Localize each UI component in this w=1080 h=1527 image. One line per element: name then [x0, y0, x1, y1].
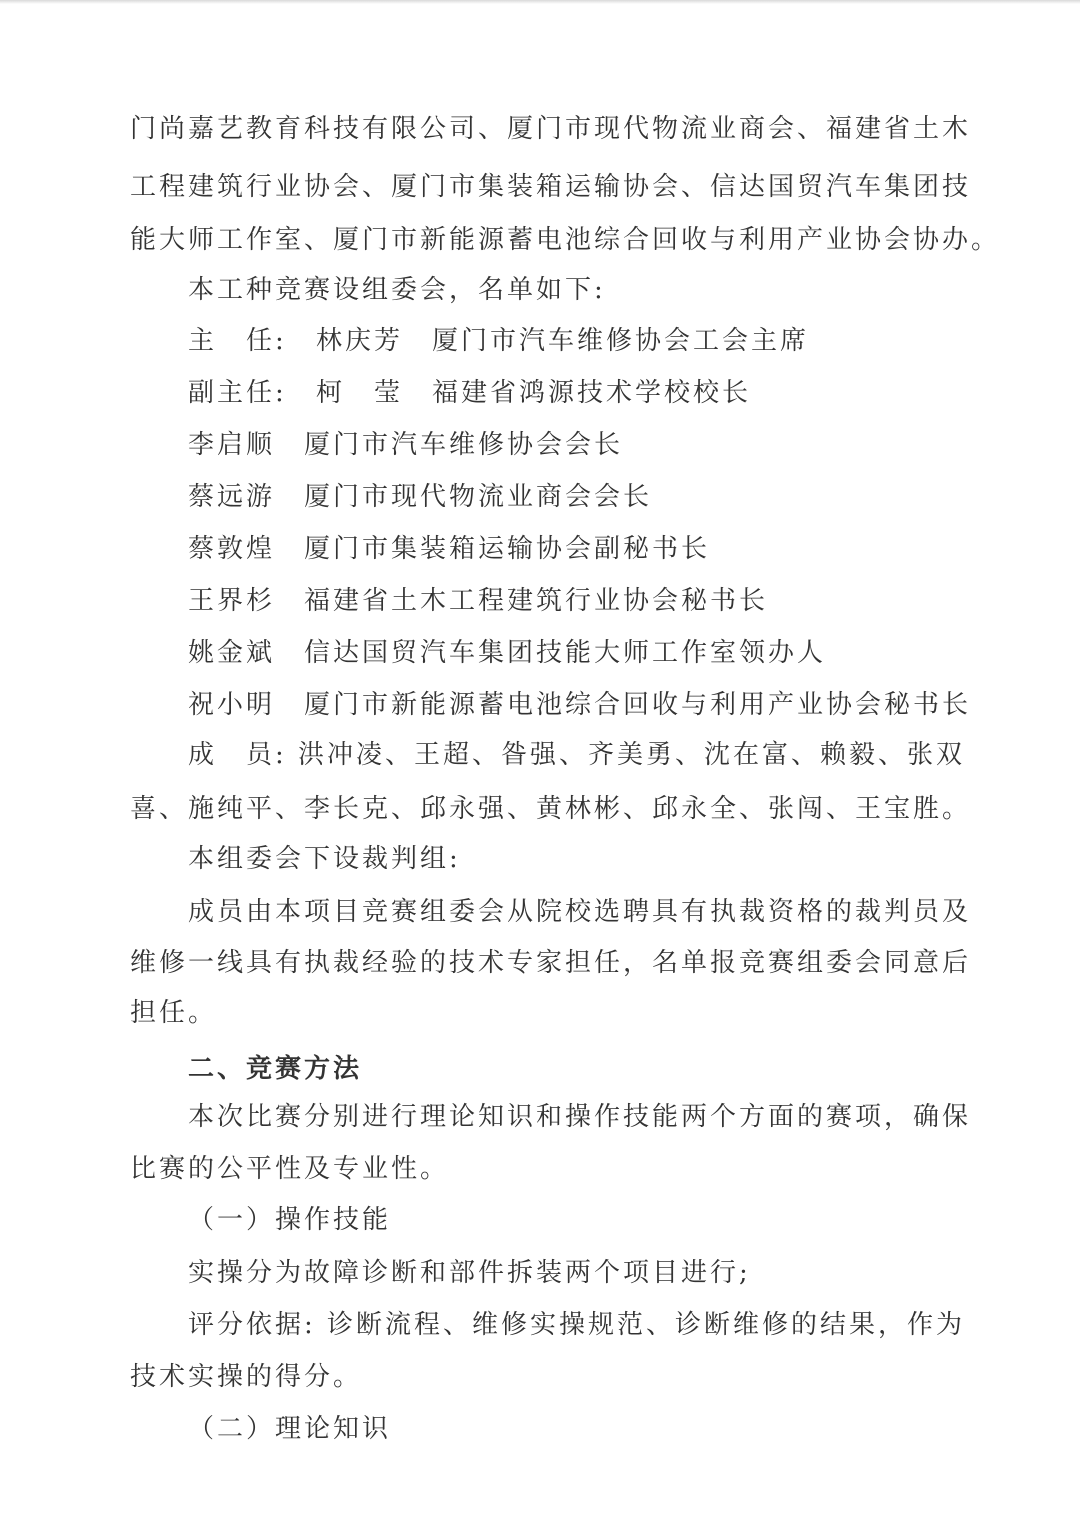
committee-name: 姚金斌 — [188, 638, 276, 668]
subsection-1-line-2: 评分依据: 诊断流程、维修实操规范、诊断维修的结果，作为 — [188, 1310, 966, 1340]
members-line-2: 喜、施纯平、李长克、邱永强、黄林彬、邱永全、张闯、王宝胜。 — [130, 794, 972, 824]
committee-row-director — [188, 324, 809, 358]
committee-intro: 本工种竞赛设组委会，名单如下: — [188, 275, 606, 305]
referee-line-3: 担任。 — [130, 998, 218, 1028]
committee-row-deputy — [188, 376, 751, 410]
committee-row — [188, 688, 971, 722]
committee-row — [188, 480, 652, 514]
committee-row — [188, 532, 710, 566]
committee-role: 信达国贸汽车集团技能大师工作室领办人 — [304, 638, 827, 668]
referee-intro: 本组委会下设裁判组: — [188, 844, 461, 874]
committee-role: 厦门市现代物流业商会会长 — [304, 482, 653, 512]
members-line-1: 成 员: 洪冲凌、王超、昝强、齐美勇、沈在富、赖毅、张双 — [188, 740, 966, 770]
committee-title: 副主任: — [188, 378, 287, 408]
section-2-line-2: 比赛的公平性及专业性。 — [130, 1154, 450, 1184]
committee-role: 厦门市汽车维修协会工会主席 — [432, 326, 810, 356]
committee-role: 厦门市汽车维修协会会长 — [304, 430, 624, 460]
committee-row — [188, 636, 826, 670]
subsection-2-heading: （二）理论知识 — [188, 1414, 392, 1444]
committee-name: 柯 莹 — [316, 378, 404, 408]
referee-line-1: 成员由本项目竞赛组委会从院校选聘具有执裁资格的裁判员及 — [188, 897, 972, 927]
referee-line-2: 维修一线具有执裁经验的技术专家担任，名单报竞赛组委会同意后 — [130, 948, 972, 978]
committee-role: 福建省鸿源技术学校校长 — [432, 378, 752, 408]
committee-name: 林庆芳 — [316, 326, 404, 356]
committee-name: 王界杉 — [188, 586, 276, 616]
orgs-line-3: 能大师工作室、厦门市新能源蓄电池综合回收与利用产业协会协办。 — [130, 225, 1001, 255]
committee-name: 李启顺 — [188, 430, 276, 460]
subsection-1-line-3: 技术实操的得分。 — [130, 1362, 363, 1392]
committee-title: 主 任: — [188, 326, 287, 356]
committee-name: 蔡远游 — [188, 482, 276, 512]
committee-role: 厦门市新能源蓄电池综合回收与利用产业协会秘书长 — [304, 690, 972, 720]
section-2-line-1: 本次比赛分别进行理论知识和操作技能两个方面的赛项，确保 — [188, 1102, 972, 1132]
committee-name: 祝小明 — [188, 690, 276, 720]
subsection-1-heading: （一）操作技能 — [188, 1205, 392, 1235]
orgs-line-1: 门尚嘉艺教育科技有限公司、厦门市现代物流业商会、福建省土木 — [130, 114, 972, 144]
section-2-heading: 二、竞赛方法 — [188, 1054, 363, 1084]
committee-role: 厦门市集装箱运输协会副秘书长 — [304, 534, 711, 564]
committee-row — [188, 428, 623, 462]
committee-role: 福建省土木工程建筑行业协会秘书长 — [304, 586, 769, 616]
orgs-line-2: 工程建筑行业协会、厦门市集装箱运输协会、信达国贸汽车集团技 — [130, 172, 972, 202]
subsection-1-line-1: 实操分为故障诊断和部件拆装两个项目进行; — [188, 1258, 751, 1288]
committee-name: 蔡敦煌 — [188, 534, 276, 564]
committee-row — [188, 584, 768, 618]
